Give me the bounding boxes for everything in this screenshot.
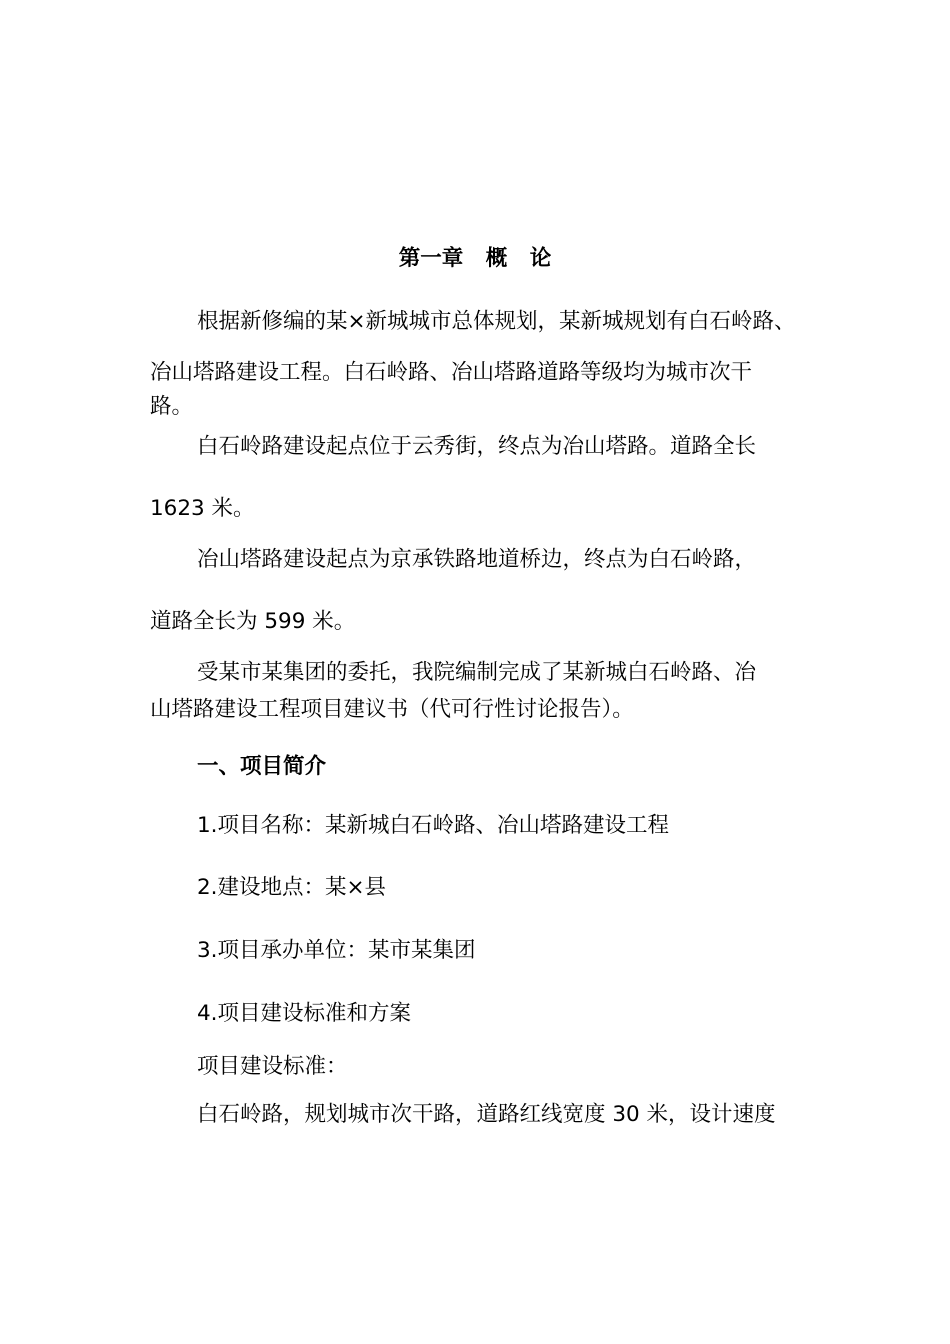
paragraph-4-line-2: 山塔路建设工程项目建议书（代可行性讨论报告）。 (150, 697, 634, 722)
standard-label: 项目建设标准： (197, 1054, 348, 1079)
chapter-title: 第一章 概 论 (398, 246, 552, 271)
paragraph-4-line-1: 受某市某集团的委托，我院编制完成了某新城白石岭路、冶 (197, 660, 757, 685)
list-item-standard-plan: 4.项目建设标准和方案 (197, 1001, 412, 1026)
paragraph-1-line-3: 路。 (150, 394, 194, 419)
paragraph-1-line-1: 根据新修编的某×新城城市总体规划，某新城规划有白石岭路、 (197, 309, 796, 334)
paragraph-1-line-2: 冶山塔路建设工程。白石岭路、冶山塔路道路等级均为城市次干 (150, 360, 753, 385)
standard-text: 白石岭路，规划城市次干路，道路红线宽度 30 米，设计速度 (197, 1102, 776, 1127)
paragraph-3-line-2: 道路全长为 599 米。 (150, 609, 356, 634)
section-heading: 一、项目简介 (197, 754, 327, 779)
paragraph-2-line-1: 白石岭路建设起点位于云秀街，终点为冶山塔路。道路全长 (197, 434, 757, 459)
list-item-location: 2.建设地点：某×县 (197, 875, 387, 900)
list-item-organizer: 3.项目承办单位：某市某集团 (197, 938, 476, 963)
paragraph-2-line-2: 1623 米。 (150, 496, 255, 521)
paragraph-3-line-1: 冶山塔路建设起点为京承铁路地道桥边，终点为白石岭路， (197, 547, 757, 572)
list-item-project-name: 1.项目名称：某新城白石岭路、冶山塔路建设工程 (197, 813, 670, 838)
